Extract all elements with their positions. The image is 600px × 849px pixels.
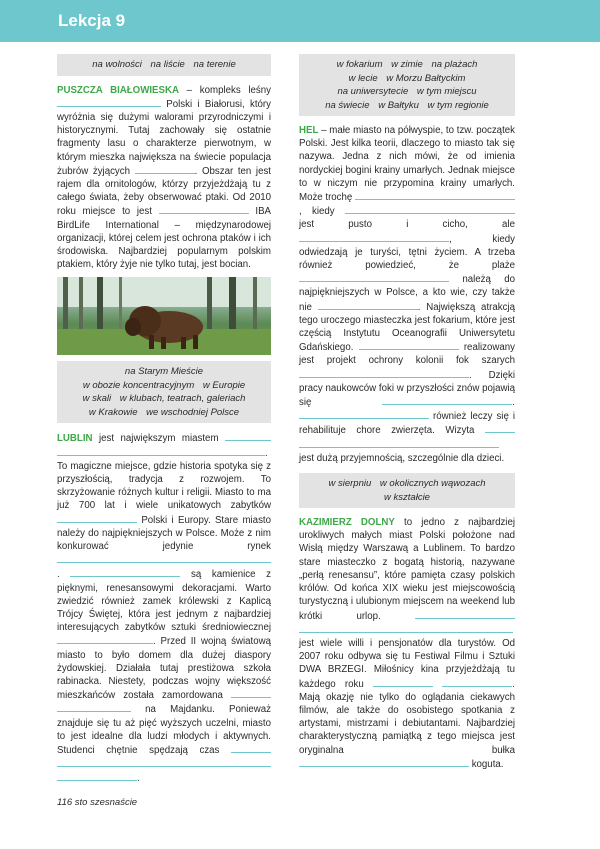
text: to jedno z najbardziej urokliwych małych miast Polski położone nad Wisłą między Warszawą a Lublinem. To bardzo stare miasteczko z bogatą historią, nazywane „perłą renesansu”, które pamięta czasy polskich królów. Od końca XIX wieku jest miejscowością turystyczną i ulubionym miejscem na weekend lub krótki urlop. — [299, 517, 515, 622]
word-option: w Bałtyku — [378, 99, 419, 111]
answer-blank[interactable] — [318, 300, 418, 310]
text: jest dużą przyjemnością, szczególnie dla dzieci. — [299, 452, 505, 464]
heading-puszcza: PUSZCZA BIAŁOWIESKA — [57, 84, 179, 96]
word-option: na uniwersytecie — [337, 86, 409, 97]
word-option: na wolności — [92, 59, 142, 70]
page-number: 116 sto szesnaście — [57, 797, 138, 808]
answer-blank[interactable] — [299, 368, 469, 378]
word-box-line — [303, 85, 511, 99]
answer-blank[interactable] — [159, 204, 249, 214]
answer-blank[interactable] — [57, 97, 161, 107]
answer-blank[interactable] — [299, 438, 499, 448]
word-box-line — [61, 58, 267, 72]
word-box-line — [61, 365, 267, 379]
answer-blank[interactable] — [299, 757, 469, 767]
word-option: w okolicznych wąwozach — [379, 478, 486, 490]
text: . — [512, 397, 515, 409]
bison-photo — [57, 277, 271, 355]
answer-blank[interactable] — [299, 623, 513, 633]
word-option: w fokarium — [336, 59, 383, 70]
answer-blank[interactable] — [485, 423, 515, 433]
answer-blank[interactable] — [299, 272, 449, 282]
word-box-line — [61, 379, 267, 393]
answer-blank[interactable] — [57, 553, 271, 563]
lesson-title: Lekcja 9 — [58, 11, 126, 30]
word-option: w Morzu Bałtyckim — [386, 72, 466, 84]
text: jest największym miastem — [92, 433, 219, 445]
text: są kamienice z pięknymi, renesansowymi dekoracjami. Warto zwiedzić również zamek królewski z Kaplicą Trójcy Świętej, która jest jednym z najbardziej interesujących zabytków sztuki średniowiecznej — [57, 569, 272, 634]
word-option: w tym miejscu — [416, 86, 477, 97]
answer-blank[interactable] — [299, 232, 449, 242]
word-option: w zimie — [391, 59, 423, 70]
text: Polski i Europy. Stare miasto należy do najpiękniejszych w Polsce. Może z nim konkurować jedynie rynek — [57, 514, 271, 552]
text: . Przed II wojną światową miasto to było domem dla dużej diaspory żydowskiej. Działała tutaj prestiżowa szkoła rabinacka. Niestety, podczas wojny większość mieszkańców została zamordowana — [57, 636, 271, 702]
text: należą do najpiękniejszych w Polsce, a kto wie, czy także nie — [299, 274, 515, 313]
text: . — [57, 569, 71, 581]
answer-blank[interactable] — [225, 431, 271, 441]
text: IBA BirdLife International – międzynarodowej organizacji, której celem jest ochrona ptaków i ich środowiska. Najbardziej popularnym polskim ptakiem, który żyje nie tylko tutaj, jest bocian. — [57, 206, 271, 271]
answer-blank[interactable] — [299, 409, 429, 419]
answer-blank[interactable] — [57, 757, 271, 767]
right-column — [299, 54, 515, 771]
text: jest wiele willi i pensjonatów dla turystów. Od 2007 roku odbywa się tu Festiwal Filmu i Sztuki DWA BRZEGI. Miłośnicy kina przyjeżdżają tu każdego roku — [299, 637, 515, 690]
text: koguta. — [469, 758, 504, 770]
answer-blank[interactable] — [135, 164, 195, 174]
word-box-puszcza — [57, 54, 271, 76]
lesson-header-bar — [0, 0, 600, 42]
word-option: na świecie — [325, 99, 370, 111]
word-option: na terenie — [193, 59, 236, 70]
text: . Największą atrakcją tego uroczego miasteczka jest fokarium, które jest częścią Instytutu Oceanografii Uniwersytetu Gdańskiego. — [299, 301, 515, 354]
paragraph-puszcza — [57, 84, 271, 272]
word-option: na liście — [150, 59, 185, 70]
word-box-line — [61, 406, 267, 420]
answer-blank[interactable] — [57, 634, 153, 644]
text: , kiedy odwiedzają je turyści, tętni życiem. A trzeba również powiedzieć, że plaże — [299, 233, 515, 272]
word-option: na plażach — [431, 59, 478, 70]
paragraph-lublin — [57, 431, 271, 785]
word-option: w lecie — [348, 72, 378, 84]
answer-blank[interactable] — [57, 446, 265, 456]
text: – małe miasto na półwyspie, to tzw. początek Polski. Jest kilka teorii, dlaczego to miasto tak się nazywa. Jedna z nich mówi, że od imienia nordyckiej bogini krainy umarłych. Jednak miejsce to w niczym nie przypomina krainy umarłych. Może trochę — [299, 125, 515, 204]
text: Polski i Białorusi, który wyróżnia się dużymi walorami przyrodniczymi i historycznymi. Tutaj zachowały się ostatnie fragmenty lasu o charakterze pierwotnym, w którym mieszka największa na świecie populacja żubrów żyjących — [57, 98, 271, 177]
word-option: w Krakowie — [88, 406, 138, 418]
answer-blank[interactable] — [355, 190, 515, 200]
word-box-line — [303, 491, 511, 505]
answer-blank[interactable] — [415, 609, 515, 619]
left-column — [57, 54, 271, 786]
answer-blank[interactable] — [70, 567, 180, 577]
text: . Obszar ten jest rajem dla ornitologów, którzy przyjeżdżają tu z całego świata, żeby obserwować ptaki. Od 2010 roku miejsce to jest — [57, 165, 271, 218]
answer-blank[interactable] — [345, 204, 515, 214]
word-box-line — [61, 392, 267, 406]
word-option: we wschodniej Polsce — [146, 406, 240, 418]
word-option: w kształcie — [384, 491, 430, 503]
answer-blank[interactable] — [359, 340, 459, 350]
word-option: w tym regionie — [427, 99, 489, 111]
word-box-line — [303, 72, 511, 86]
word-box-lublin — [57, 361, 271, 423]
answer-blank[interactable] — [57, 771, 137, 781]
text: . To magiczne miejsce, gdzie historia spotyka się z przyszłością, tradycja z rozwojem. To skrzyżowanie różnych kultur i religii. Miasto to ma już 700 lat i wiele unikatowych zabytków — [57, 447, 271, 512]
word-box-line — [303, 99, 511, 113]
answer-blank[interactable] — [231, 688, 271, 698]
answer-blank[interactable] — [373, 677, 433, 687]
word-box-kazimierz — [299, 473, 515, 508]
paragraph-hel — [299, 124, 515, 465]
text: jest pusto i cicho, ale — [299, 219, 515, 231]
word-option: w obozie koncentracyjnym — [82, 379, 195, 391]
word-option: w klubach, teatrach, galeriach — [119, 393, 246, 405]
paragraph-kazimierz — [299, 516, 515, 771]
answer-blank[interactable] — [57, 702, 131, 712]
answer-blank[interactable] — [442, 677, 512, 687]
heading-kazimierz: KAZIMIERZ DOLNY — [299, 517, 395, 529]
word-box-line — [303, 477, 511, 491]
word-option: w Europie — [202, 379, 246, 391]
answer-blank[interactable] — [382, 395, 512, 405]
text: . Mają okazję nie tylko do oglądania ciekawych filmów, ale także do osobistego spotkania z artystami, mistrzami i debiutantami. Najbardziej charakterystyczną pamiątką z tego miejsca jest oryginalna bułka — [299, 678, 515, 756]
text: . Dzięki pracy naukowców foki w przyszłości znów pojawią się — [299, 369, 515, 409]
word-option: na Starym Mieście — [124, 366, 204, 378]
text: na Majdanku. Ponieważ znajduje się tu aż pięć wyższych uczelni, miasto to jest idealne dla ludzi młodych i aktywnych. Studenci chętnie spędzają czas — [57, 704, 271, 757]
word-option: w sierpniu — [328, 478, 372, 490]
text: również leczy się i rehabilituje chore zwierzęta. Wizyta — [299, 411, 515, 437]
text: realizowany jest projekt ochrony kolonii fok szarych — [299, 342, 515, 367]
text: . — [137, 773, 140, 785]
heading-lublin: LUBLIN — [57, 433, 93, 445]
heading-hel: HEL — [299, 125, 319, 136]
text: – kompleks leśny — [178, 84, 272, 96]
word-option: w skali — [82, 393, 112, 405]
word-box-hel — [299, 54, 515, 116]
text: , kiedy — [299, 206, 335, 218]
answer-blank[interactable] — [57, 513, 137, 523]
word-box-line — [303, 58, 511, 72]
bison-illustration — [57, 277, 271, 355]
answer-blank[interactable] — [231, 743, 271, 753]
